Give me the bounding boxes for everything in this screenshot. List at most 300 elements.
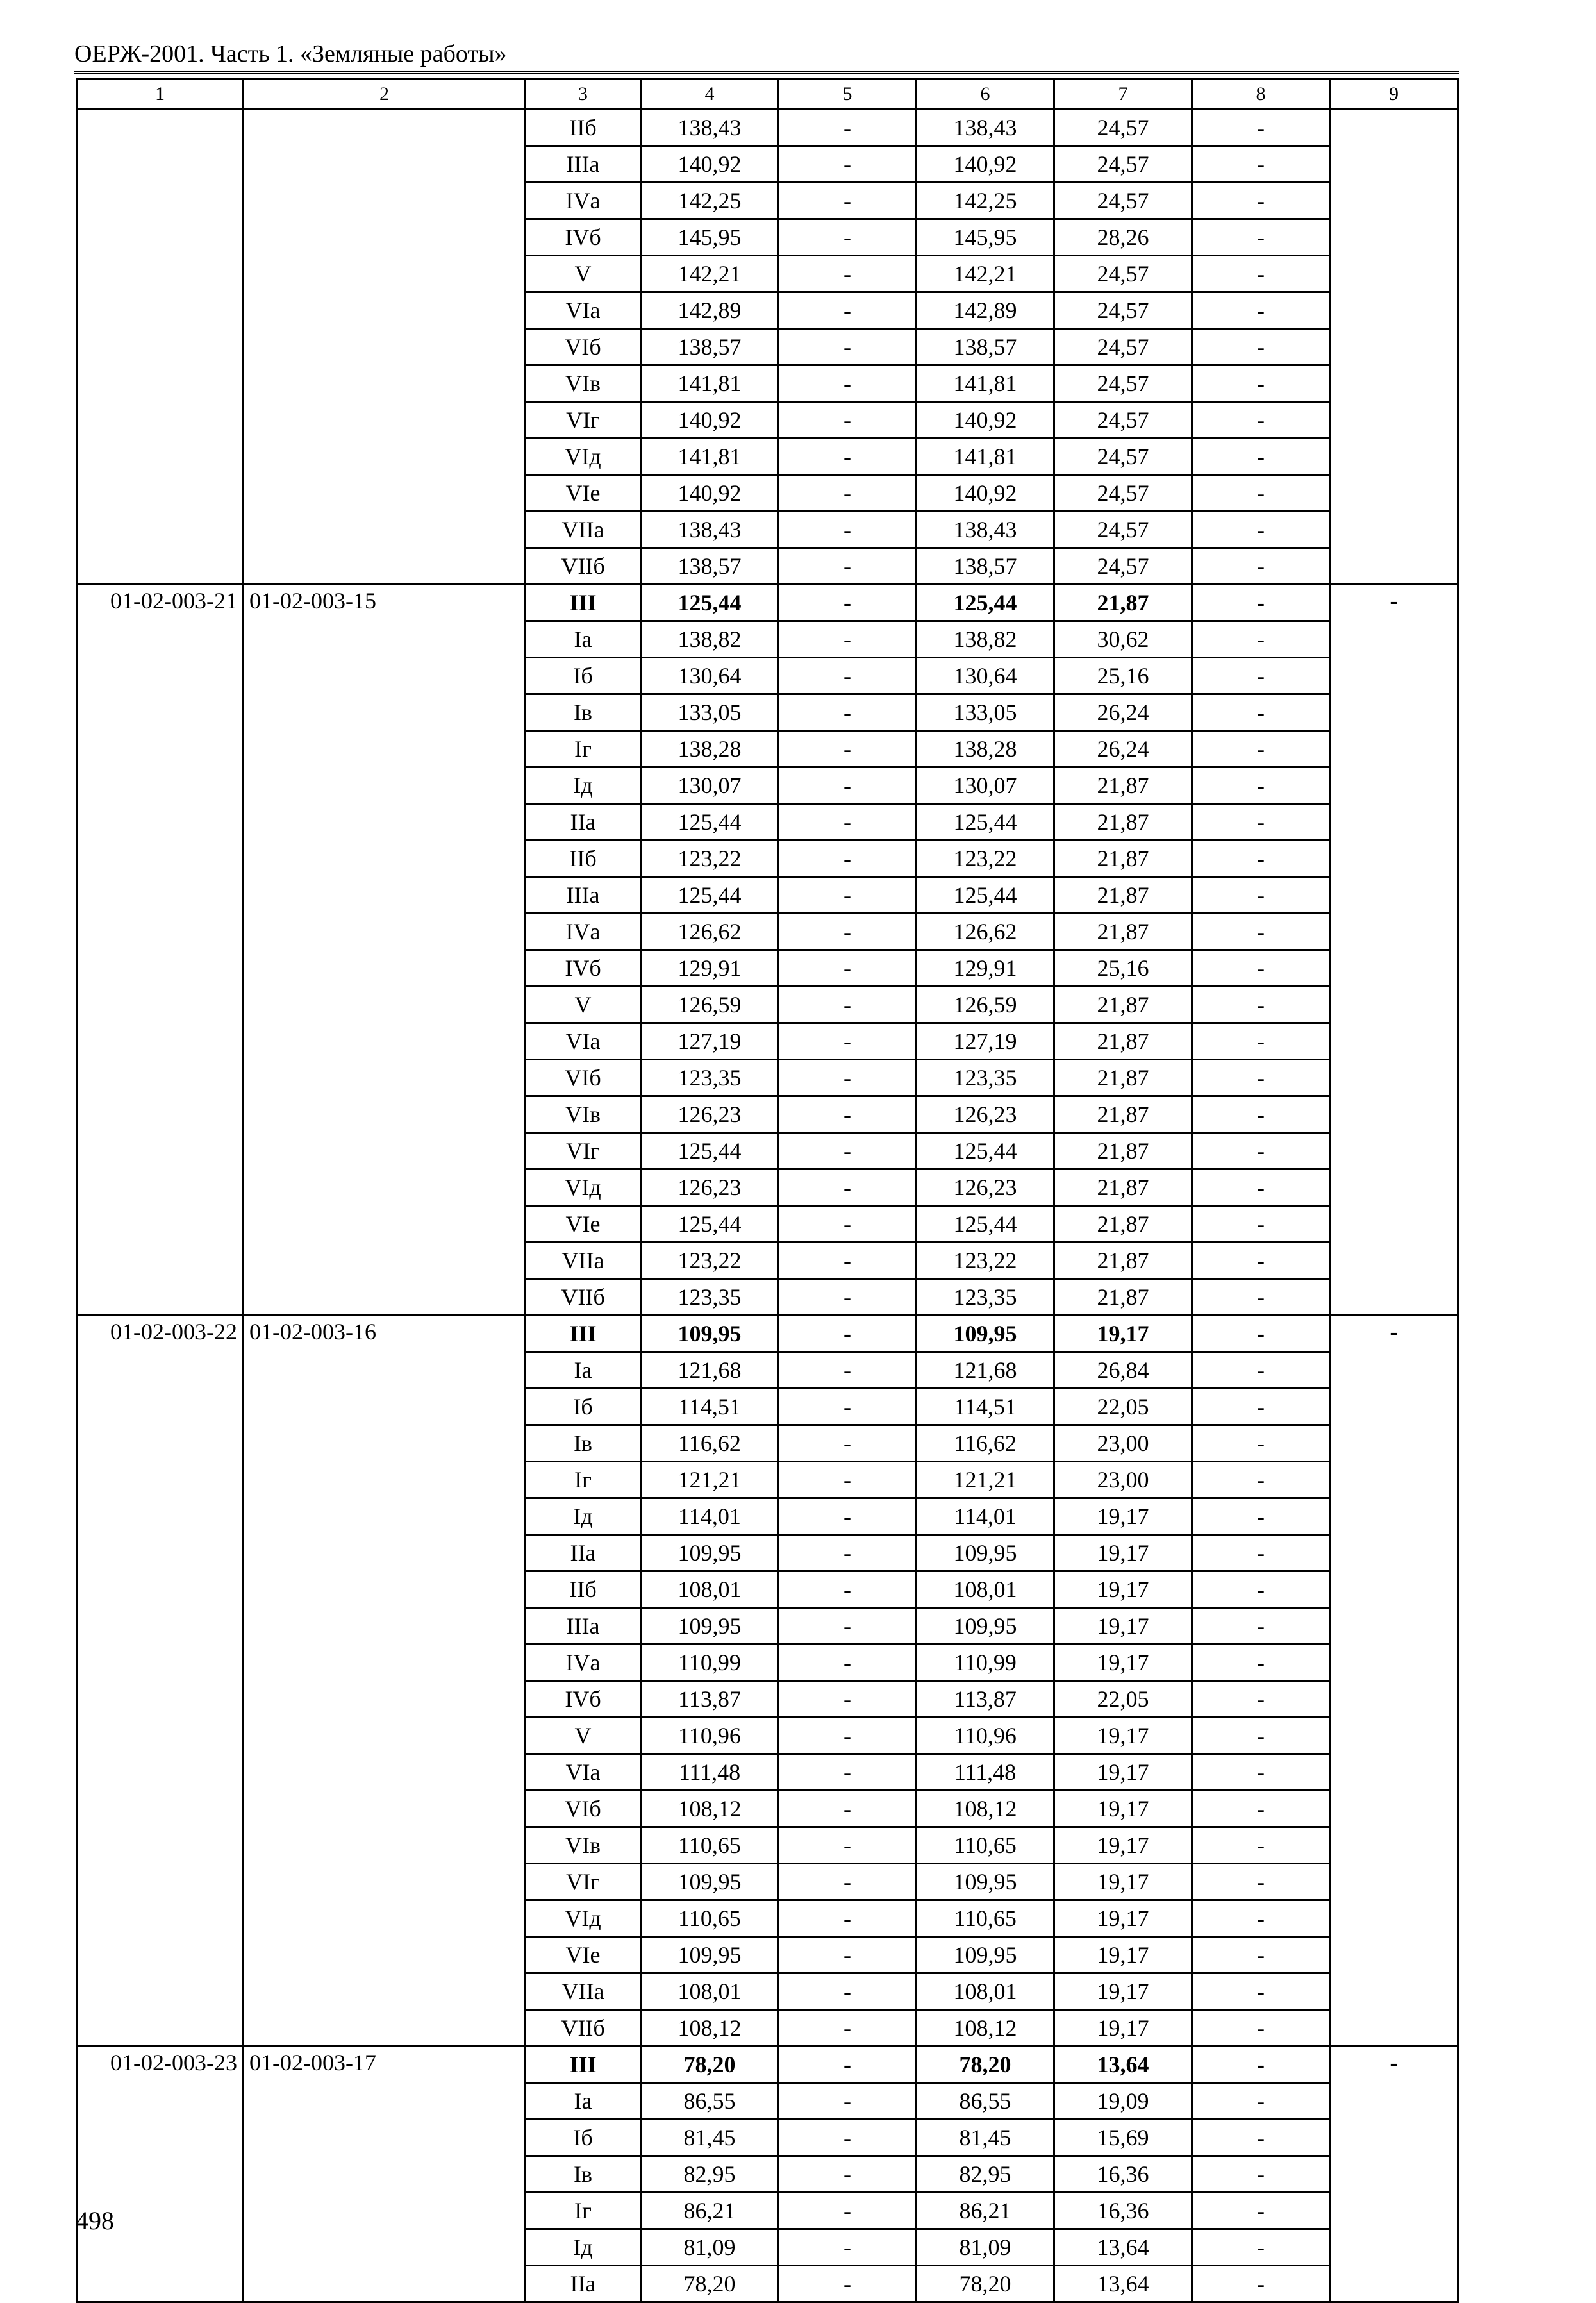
category-cell: Iд — [526, 2229, 641, 2266]
cost-col6-cell: 110,96 — [917, 1718, 1054, 1754]
cost-col6-cell: 138,28 — [917, 731, 1054, 767]
col8-cell: - — [1192, 1352, 1330, 1389]
col8-cell: - — [1192, 146, 1330, 183]
cost-col6-cell: 142,21 — [917, 256, 1054, 292]
cost-col7-cell: 30,62 — [1054, 621, 1192, 658]
base-rate-code-cell: 01-02-003-16 — [244, 1316, 526, 2047]
category-cell: VIе — [526, 1206, 641, 1243]
cost-col7-cell: 26,84 — [1054, 1352, 1192, 1389]
col8-cell: - — [1192, 1937, 1330, 1973]
category-cell: III — [526, 1316, 641, 1352]
base-rate-code-cell: 01-02-003-17 — [244, 2047, 526, 2302]
category-cell: VIа — [526, 1023, 641, 1060]
cost-col6-cell: 81,45 — [917, 2120, 1054, 2156]
cost-col7-cell: 23,00 — [1054, 1462, 1192, 1498]
col8-cell: - — [1192, 767, 1330, 804]
category-cell: IIб — [526, 1571, 641, 1608]
col5-cell: - — [779, 329, 917, 365]
cost-col7-cell: 21,87 — [1054, 1023, 1192, 1060]
col8-cell: - — [1192, 2266, 1330, 2302]
cost-col6-cell: 141,81 — [917, 439, 1054, 475]
page-header — [74, 37, 1459, 74]
cost-total-cell: 140,92 — [641, 146, 779, 183]
col5-cell: - — [779, 402, 917, 439]
cost-col7-cell: 21,87 — [1054, 804, 1192, 841]
col8-cell: - — [1192, 1900, 1330, 1937]
cost-col7-cell: 21,87 — [1054, 1060, 1192, 1096]
col8-cell: - — [1192, 621, 1330, 658]
category-cell: Iд — [526, 1498, 641, 1535]
col8-cell: - — [1192, 1535, 1330, 1571]
cost-col7-cell: 24,57 — [1054, 110, 1192, 146]
col5-cell: - — [779, 1571, 917, 1608]
category-cell: Iа — [526, 1352, 641, 1389]
col8-cell: - — [1192, 1718, 1330, 1754]
column-header-1: 1 — [77, 80, 244, 110]
cost-col6-cell: 127,19 — [917, 1023, 1054, 1060]
cost-total-cell: 125,44 — [641, 804, 779, 841]
cost-col6-cell: 141,81 — [917, 365, 1054, 402]
cost-col7-cell: 19,17 — [1054, 1937, 1192, 1973]
cost-col6-cell: 125,44 — [917, 877, 1054, 914]
category-cell: IIIа — [526, 877, 641, 914]
category-cell: VIIб — [526, 548, 641, 585]
category-cell: Iв — [526, 694, 641, 731]
cost-col7-cell: 26,24 — [1054, 694, 1192, 731]
category-cell: VIе — [526, 1937, 641, 1973]
col9-cell: - — [1330, 1316, 1458, 2047]
col5-cell: - — [779, 548, 917, 585]
cost-col7-cell: 19,17 — [1054, 1791, 1192, 1827]
category-cell: V — [526, 256, 641, 292]
cost-col6-cell: 125,44 — [917, 585, 1054, 621]
col5-cell: - — [779, 146, 917, 183]
category-cell: VIе — [526, 475, 641, 512]
col8-cell: - — [1192, 292, 1330, 329]
col5-cell: - — [779, 1973, 917, 2010]
category-cell: IVа — [526, 1645, 641, 1681]
col8-cell: - — [1192, 694, 1330, 731]
cost-col6-cell: 123,35 — [917, 1279, 1054, 1316]
cost-total-cell: 123,22 — [641, 1243, 779, 1279]
table-row — [77, 110, 1458, 146]
cost-col7-cell: 22,05 — [1054, 1389, 1192, 1425]
col5-cell: - — [779, 2229, 917, 2266]
col8-cell: - — [1192, 1791, 1330, 1827]
cost-total-cell: 142,21 — [641, 256, 779, 292]
col8-cell: - — [1192, 1389, 1330, 1425]
col5-cell: - — [779, 439, 917, 475]
col8-cell: - — [1192, 1425, 1330, 1462]
cost-total-cell: 110,96 — [641, 1718, 779, 1754]
cost-col6-cell: 108,12 — [917, 1791, 1054, 1827]
col5-cell: - — [779, 804, 917, 841]
category-cell: IIа — [526, 1535, 641, 1571]
col8-cell: - — [1192, 731, 1330, 767]
col5-cell: - — [779, 987, 917, 1023]
cost-total-cell: 125,44 — [641, 1133, 779, 1169]
cost-total-cell: 78,20 — [641, 2266, 779, 2302]
base-code-cell-empty — [244, 110, 526, 585]
col5-cell: - — [779, 1681, 917, 1718]
cost-total-cell: 110,99 — [641, 1645, 779, 1681]
cost-col7-cell: 21,87 — [1054, 1206, 1192, 1243]
col5-cell: - — [779, 475, 917, 512]
cost-col7-cell: 25,16 — [1054, 658, 1192, 694]
col5-cell: - — [779, 2193, 917, 2229]
col8-cell: - — [1192, 2047, 1330, 2083]
cost-col7-cell: 24,57 — [1054, 146, 1192, 183]
cost-col7-cell: 21,87 — [1054, 1133, 1192, 1169]
category-cell: VIIб — [526, 1279, 641, 1316]
category-cell: IIIа — [526, 1608, 641, 1645]
col5-cell: - — [779, 658, 917, 694]
cost-total-cell: 123,35 — [641, 1279, 779, 1316]
cost-col7-cell: 19,17 — [1054, 1827, 1192, 1864]
col8-cell: - — [1192, 329, 1330, 365]
col5-cell: - — [779, 2010, 917, 2047]
cost-total-cell: 111,48 — [641, 1754, 779, 1791]
cost-total-cell: 114,01 — [641, 1498, 779, 1535]
col5-cell: - — [779, 1827, 917, 1864]
cost-col6-cell: 129,91 — [917, 950, 1054, 987]
col5-cell: - — [779, 1133, 917, 1169]
col5-cell: - — [779, 1462, 917, 1498]
cost-col7-cell: 21,87 — [1054, 914, 1192, 950]
cost-col7-cell: 24,57 — [1054, 439, 1192, 475]
rate-code-cell: 01-02-003-21 — [77, 585, 244, 1316]
category-cell: VIб — [526, 1060, 641, 1096]
cost-col7-cell: 24,57 — [1054, 548, 1192, 585]
cost-col7-cell: 19,17 — [1054, 1864, 1192, 1900]
col8-cell: - — [1192, 548, 1330, 585]
cost-col7-cell: 21,87 — [1054, 841, 1192, 877]
cost-col6-cell: 130,07 — [917, 767, 1054, 804]
col5-cell: - — [779, 1060, 917, 1096]
cost-total-cell: 86,21 — [641, 2193, 779, 2229]
cost-total-cell: 126,62 — [641, 914, 779, 950]
category-cell: IIб — [526, 110, 641, 146]
rate-code-cell: 01-02-003-22 — [77, 1316, 244, 2047]
category-cell: VIв — [526, 365, 641, 402]
cost-total-cell: 126,23 — [641, 1096, 779, 1133]
category-cell: Iг — [526, 731, 641, 767]
cost-total-cell: 138,43 — [641, 110, 779, 146]
cost-col7-cell: 21,87 — [1054, 877, 1192, 914]
category-cell: IVб — [526, 219, 641, 256]
cost-col6-cell: 126,23 — [917, 1169, 1054, 1206]
col5-cell: - — [779, 1900, 917, 1937]
column-header-9: 9 — [1330, 80, 1458, 110]
category-cell: III — [526, 2047, 641, 2083]
cost-total-cell: 138,28 — [641, 731, 779, 767]
col8-cell: - — [1192, 1243, 1330, 1279]
cost-col7-cell: 19,17 — [1054, 1754, 1192, 1791]
category-cell: V — [526, 987, 641, 1023]
cost-total-cell: 121,68 — [641, 1352, 779, 1389]
category-cell: IVб — [526, 1681, 641, 1718]
col8-cell: - — [1192, 1316, 1330, 1352]
col5-cell: - — [779, 694, 917, 731]
cost-col7-cell: 21,87 — [1054, 1279, 1192, 1316]
col8-cell: - — [1192, 1023, 1330, 1060]
cost-total-cell: 109,95 — [641, 1608, 779, 1645]
column-header-8: 8 — [1192, 80, 1330, 110]
cost-col6-cell: 114,51 — [917, 1389, 1054, 1425]
cost-col7-cell: 21,87 — [1054, 1169, 1192, 1206]
col8-cell: - — [1192, 1973, 1330, 2010]
cost-total-cell: 130,64 — [641, 658, 779, 694]
cost-total-cell: 126,59 — [641, 987, 779, 1023]
col5-cell: - — [779, 256, 917, 292]
cost-col6-cell: 138,82 — [917, 621, 1054, 658]
column-header-7: 7 — [1054, 80, 1192, 110]
column-header-5: 5 — [779, 80, 917, 110]
cost-total-cell: 123,35 — [641, 1060, 779, 1096]
category-cell: VIб — [526, 329, 641, 365]
col5-cell: - — [779, 2083, 917, 2120]
column-header-row — [77, 80, 1458, 110]
col5-cell: - — [779, 110, 917, 146]
col8-cell: - — [1192, 2083, 1330, 2120]
col5-cell: - — [779, 1937, 917, 1973]
category-cell: V — [526, 1718, 641, 1754]
col5-cell: - — [779, 1608, 917, 1645]
category-cell: III — [526, 585, 641, 621]
cost-col7-cell: 23,00 — [1054, 1425, 1192, 1462]
category-cell: Iб — [526, 1389, 641, 1425]
col5-cell: - — [779, 512, 917, 548]
cost-col7-cell: 16,36 — [1054, 2156, 1192, 2193]
cost-col7-cell: 21,87 — [1054, 1096, 1192, 1133]
col8-cell: - — [1192, 1571, 1330, 1608]
col8-cell: - — [1192, 219, 1330, 256]
col8-cell: - — [1192, 402, 1330, 439]
cost-total-cell: 138,43 — [641, 512, 779, 548]
cost-total-cell: 130,07 — [641, 767, 779, 804]
col8-cell: - — [1192, 2229, 1330, 2266]
col5-cell: - — [779, 365, 917, 402]
cost-col7-cell: 19,17 — [1054, 2010, 1192, 2047]
category-cell: Iв — [526, 1425, 641, 1462]
col5-cell: - — [779, 1243, 917, 1279]
cost-col6-cell: 108,01 — [917, 1973, 1054, 2010]
col8-cell: - — [1192, 1206, 1330, 1243]
col5-cell: - — [779, 2047, 917, 2083]
cost-col7-cell: 19,17 — [1054, 1316, 1192, 1352]
cost-col7-cell: 19,09 — [1054, 2083, 1192, 2120]
cost-total-cell: 108,01 — [641, 1571, 779, 1608]
cost-col7-cell: 13,64 — [1054, 2266, 1192, 2302]
cost-col6-cell: 123,22 — [917, 841, 1054, 877]
cost-total-cell: 129,91 — [641, 950, 779, 987]
cost-col7-cell: 22,05 — [1054, 1681, 1192, 1718]
category-cell: IIа — [526, 804, 641, 841]
col8-cell: - — [1192, 1608, 1330, 1645]
col5-cell: - — [779, 1352, 917, 1389]
group-main-row — [77, 585, 1458, 621]
col5-cell: - — [779, 621, 917, 658]
cost-col7-cell: 19,17 — [1054, 1973, 1192, 2010]
cost-col6-cell: 86,21 — [917, 2193, 1054, 2229]
category-cell: Iг — [526, 1462, 641, 1498]
col5-cell: - — [779, 1389, 917, 1425]
cost-col6-cell: 111,48 — [917, 1754, 1054, 1791]
cost-col6-cell: 116,62 — [917, 1425, 1054, 1462]
cost-col6-cell: 125,44 — [917, 1206, 1054, 1243]
cost-total-cell: 140,92 — [641, 475, 779, 512]
col8-cell: - — [1192, 475, 1330, 512]
cost-col6-cell: 78,20 — [917, 2266, 1054, 2302]
column-header-3: 3 — [526, 80, 641, 110]
cost-col6-cell: 140,92 — [917, 146, 1054, 183]
cost-total-cell: 113,87 — [641, 1681, 779, 1718]
cost-total-cell: 133,05 — [641, 694, 779, 731]
cost-col7-cell: 19,17 — [1054, 1645, 1192, 1681]
category-cell: IVб — [526, 950, 641, 987]
cost-col7-cell: 19,17 — [1054, 1498, 1192, 1535]
cost-col6-cell: 138,57 — [917, 329, 1054, 365]
col8-cell: - — [1192, 2010, 1330, 2047]
cost-col6-cell: 126,23 — [917, 1096, 1054, 1133]
cost-total-cell: 125,44 — [641, 1206, 779, 1243]
cost-col7-cell: 28,26 — [1054, 219, 1192, 256]
cost-total-cell: 141,81 — [641, 439, 779, 475]
category-cell: VIIа — [526, 512, 641, 548]
col5-cell: - — [779, 1023, 917, 1060]
col8-cell: - — [1192, 1498, 1330, 1535]
col5-cell: - — [779, 2266, 917, 2302]
col8-cell: - — [1192, 877, 1330, 914]
category-cell: VIIб — [526, 2010, 641, 2047]
category-cell: VIг — [526, 1133, 641, 1169]
col5-cell: - — [779, 2156, 917, 2193]
category-cell: Iб — [526, 658, 641, 694]
col9-cell-empty — [1330, 110, 1458, 585]
page-number: 498 — [76, 2206, 114, 2235]
col8-cell: - — [1192, 2156, 1330, 2193]
col8-cell: - — [1192, 987, 1330, 1023]
cost-col7-cell: 15,69 — [1054, 2120, 1192, 2156]
cost-col6-cell: 109,95 — [917, 1864, 1054, 1900]
cost-total-cell: 123,22 — [641, 841, 779, 877]
category-cell: IIа — [526, 2266, 641, 2302]
col5-cell: - — [779, 767, 917, 804]
col8-cell: - — [1192, 1864, 1330, 1900]
category-cell: IVа — [526, 183, 641, 219]
col8-cell: - — [1192, 1681, 1330, 1718]
col8-cell: - — [1192, 1279, 1330, 1316]
col8-cell: - — [1192, 1096, 1330, 1133]
col5-cell: - — [779, 1791, 917, 1827]
cost-total-cell: 109,95 — [641, 1316, 779, 1352]
category-cell: Iб — [526, 2120, 641, 2156]
col8-cell: - — [1192, 2193, 1330, 2229]
category-cell: VIв — [526, 1827, 641, 1864]
cost-col7-cell: 21,87 — [1054, 585, 1192, 621]
cost-total-cell: 138,82 — [641, 621, 779, 658]
cost-col7-cell: 13,64 — [1054, 2229, 1192, 2266]
cost-col6-cell: 123,35 — [917, 1060, 1054, 1096]
category-cell: Iд — [526, 767, 641, 804]
category-cell: VIг — [526, 1864, 641, 1900]
category-cell: IIб — [526, 841, 641, 877]
col5-cell: - — [779, 731, 917, 767]
cost-col6-cell: 109,95 — [917, 1937, 1054, 1973]
col8-cell: - — [1192, 1645, 1330, 1681]
cost-col7-cell: 24,57 — [1054, 512, 1192, 548]
cost-col6-cell: 86,55 — [917, 2083, 1054, 2120]
cost-col6-cell: 78,20 — [917, 2047, 1054, 2083]
cost-total-cell: 109,95 — [641, 1937, 779, 1973]
col5-cell: - — [779, 2120, 917, 2156]
col8-cell: - — [1192, 1169, 1330, 1206]
cost-col6-cell: 125,44 — [917, 804, 1054, 841]
cost-col6-cell: 121,68 — [917, 1352, 1054, 1389]
col5-cell: - — [779, 1425, 917, 1462]
cost-col6-cell: 133,05 — [917, 694, 1054, 731]
cost-col7-cell: 24,57 — [1054, 402, 1192, 439]
cost-col6-cell: 109,95 — [917, 1608, 1054, 1645]
col8-cell: - — [1192, 950, 1330, 987]
cost-total-cell: 108,12 — [641, 2010, 779, 2047]
col8-cell: - — [1192, 1754, 1330, 1791]
cost-col7-cell: 19,17 — [1054, 1608, 1192, 1645]
col9-cell: - — [1330, 2047, 1458, 2302]
cost-col6-cell: 142,89 — [917, 292, 1054, 329]
cost-col6-cell: 82,95 — [917, 2156, 1054, 2193]
cost-total-cell: 108,01 — [641, 1973, 779, 2010]
cost-col7-cell: 24,57 — [1054, 475, 1192, 512]
category-cell: VIв — [526, 1096, 641, 1133]
cost-col6-cell: 110,99 — [917, 1645, 1054, 1681]
col5-cell: - — [779, 1206, 917, 1243]
category-cell: VIд — [526, 1900, 641, 1937]
category-cell: VIд — [526, 439, 641, 475]
cost-col7-cell: 19,17 — [1054, 1900, 1192, 1937]
cost-total-cell: 142,25 — [641, 183, 779, 219]
cost-col7-cell: 24,57 — [1054, 292, 1192, 329]
category-cell: IVа — [526, 914, 641, 950]
cost-col7-cell: 21,87 — [1054, 1243, 1192, 1279]
cost-total-cell: 138,57 — [641, 329, 779, 365]
col5-cell: - — [779, 1279, 917, 1316]
category-cell: VIа — [526, 292, 641, 329]
col8-cell: - — [1192, 804, 1330, 841]
cost-col6-cell: 130,64 — [917, 658, 1054, 694]
cost-col7-cell: 24,57 — [1054, 183, 1192, 219]
cost-total-cell: 110,65 — [641, 1900, 779, 1937]
col5-cell: - — [779, 292, 917, 329]
cost-total-cell: 142,89 — [641, 292, 779, 329]
col8-cell: - — [1192, 1462, 1330, 1498]
cost-col7-cell: 19,17 — [1054, 1718, 1192, 1754]
category-cell: VIд — [526, 1169, 641, 1206]
category-cell: Iг — [526, 2193, 641, 2229]
col5-cell: - — [779, 1864, 917, 1900]
group-main-row — [77, 1316, 1458, 1352]
cost-col6-cell: 110,65 — [917, 1827, 1054, 1864]
col5-cell: - — [779, 950, 917, 987]
col5-cell: - — [779, 841, 917, 877]
col5-cell: - — [779, 1718, 917, 1754]
cost-col7-cell: 13,64 — [1054, 2047, 1192, 2083]
cost-col6-cell: 126,59 — [917, 987, 1054, 1023]
col5-cell: - — [779, 914, 917, 950]
document-title: ОЕРЖ-2001. Часть 1. «Земляные работы» — [74, 40, 507, 67]
cost-total-cell: 114,51 — [641, 1389, 779, 1425]
cost-total-cell: 110,65 — [641, 1827, 779, 1864]
